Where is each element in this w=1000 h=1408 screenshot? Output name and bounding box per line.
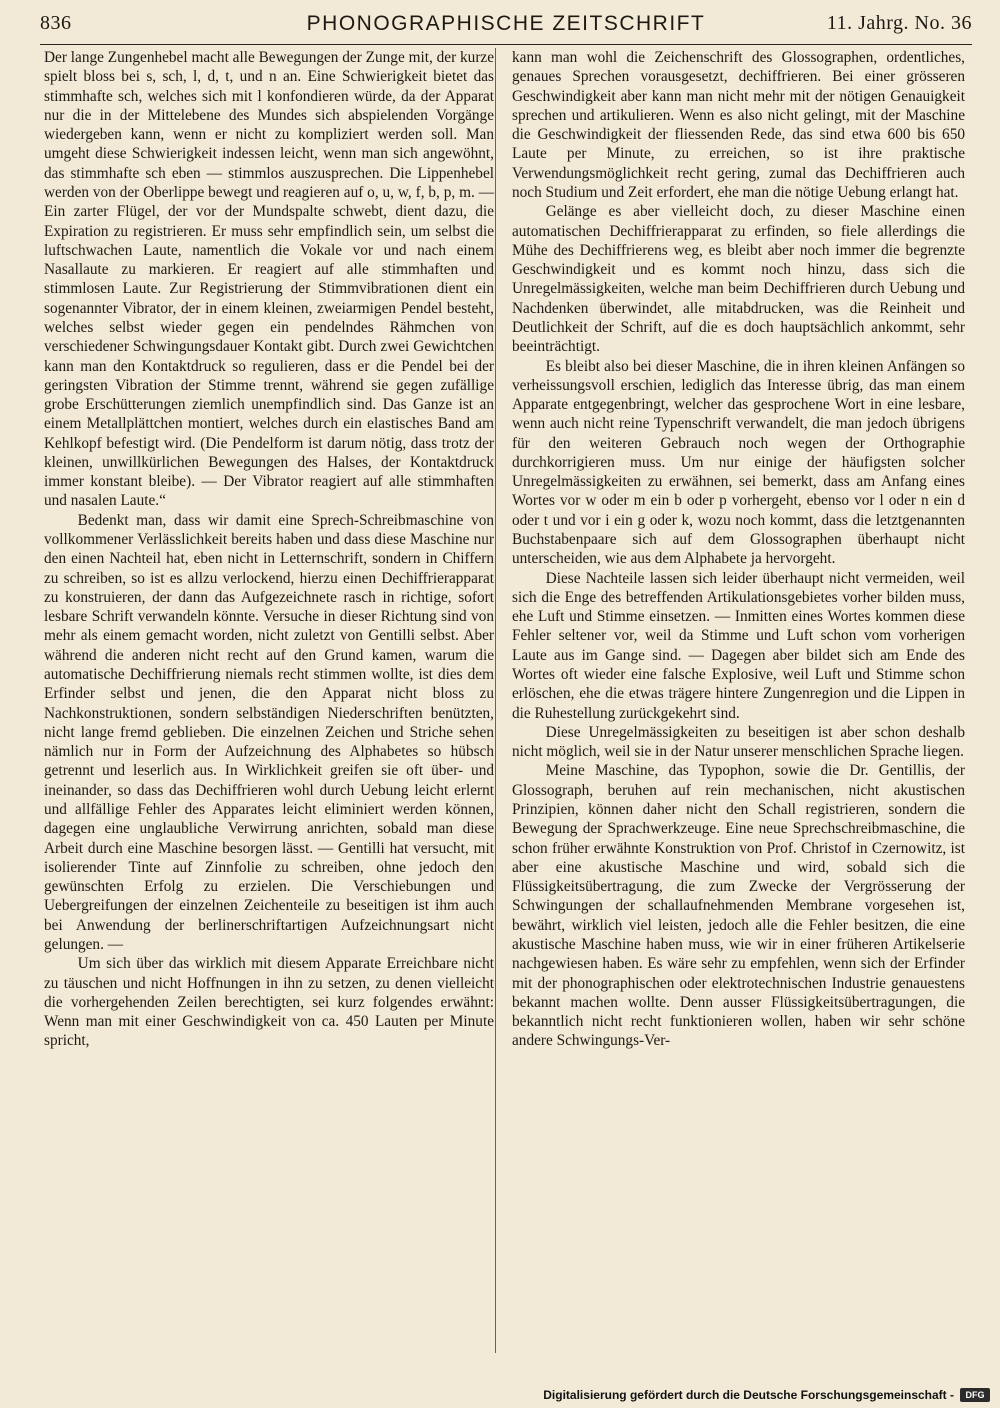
- paragraph: Diese Nachteile lassen sich leider überhaupt nicht vermeiden, weil sich die Enge des betreffenden Artikulationsgebietes vorher bilden muss, ehe Luft und Stimme einsetzen. — Inmitten eines Wortes kommen diese Fehler seltener vor, weil da Stimme und Luft schon vom vorherigen Laute aus im Gange sind. — Dagegen aber bildet sich am Ende des Wortes oft wieder eine falsche Explosive, weil Luft und Stimme schon erlöschen, ehe die etwas trägere hintere Zungenregion und die Lippen in die Ruhestellung zurückgekehrt sind.: [512, 569, 965, 722]
- right-column: [512, 48, 965, 1051]
- paragraph: Diese Unregelmässigkeiten zu beseitigen ist aber schon deshalb nicht möglich, weil sie in der Natur unserer menschlichen Sprache liegen.: [512, 723, 965, 761]
- page-header: [40, 12, 972, 42]
- paragraph: Es bleibt also bei dieser Maschine, die in ihren kleinen Anfängen so verheissungsvoll erschien, lediglich das Interesse übrig, das man einem Apparate entgegenbringt, welcher das gesprochene Wort in eine lesbare, wenn auch nicht reine Typenschrift verwandelt, die man jedoch übrigens für den weiteren Gebrauch noch wegen der Orthographie durchkorrigieren muss. Um nur einige der häufigsten solcher Unregelmässigkeiten zu erwähnen, sei bemerkt, dass am Anfang eines Wortes vor w oder m ein b oder p vorhergeht, ebenso vor l oder n ein d oder t und vor i ein g oder k, wozu noch kommt, dass die letztgenannten Buchstabenpaare sich auf dem Glossographen überhaupt nicht unterscheiden, wie aus dem Alphabete ja hervorgeht.: [512, 357, 965, 568]
- paragraph: Meine Maschine, das Typophon, sowie die Dr. Gentillis, der Glossograph, beruhen auf rein mechanischen, nicht akustischen Prinzipien, können daher nicht den Schall registrieren, sondern die Bewegung der Sprachwerkzeuge. Eine neue Sprechschreibmaschine, die schon früher erwähnte Konstruktion von Prof. Christof in Czernowitz, ist aber eine akustische Maschine und wird, sobald sich die Flüssigkeitsübertragung, die zum Zwecke der Vergrösserung der Schwingungen der schallaufnehmenden Membrane vorgesehen ist, bewährt, wirklich viel leisten, jedoch alle die Fehler besitzen, die eine akustische Maschine haben muss, wie wir in einer früheren Artikelserie nachgewiesen haben. Es wäre sehr zu empfehlen, wenn sich der Erfinder mit der phonographischen oder elektrotechnischen Industrie genauestens bekannt machen wollte. Denn ausser Flüssigkeitsübertragungen, die bekanntlich nicht recht funktionieren wollen, haben wir sehr schöne andere Schwingungs-Ver-: [512, 762, 965, 1050]
- journal-title: PHONOGRAPHISCHE ZEITSCHRIFT: [306, 12, 706, 35]
- paragraph: Um sich über das wirklich mit diesem Apparate Erreichbare nicht zu täuschen und nicht Hoffnungen in ihn zu setzen, zu denen vielleicht die vorhergehenden Zeilen berechtigten, sei kurz folgendes erwähnt: Wenn man mit einer Geschwindigkeit von ca. 450 Lauten per Minute spricht,: [44, 955, 494, 1050]
- header-rule: [40, 44, 972, 45]
- paragraph: kann man wohl die Zeichenschrift des Glossographen, ordentliches, genaues Sprechen vorausgesetzt, dechiffrieren. Bei einer grösseren Geschwindigkeit aber kann man nicht mehr mit der nötigen Genauigkeit sprechen und artikulieren. Wenn es also nicht gelingt, mit der Maschine die Geschwindigkeit der fliessenden Rede, das sind etwa 600 bis 650 Laute per Minute, zu erreichen, so ist ihre praktische Verwendungsmöglichkeit recht gering, zumal das Dechiffrieren auch noch Studium und Zeit erfordert, ehe man die nötige Uebung erlangt hat.: [512, 49, 965, 201]
- paragraph: Gelänge es aber vielleicht doch, zu dieser Maschine einen automatischen Dechiffrierapparat zu erfinden, so fiele allerdings die Mühe des Dechiffrierens weg, es bleibt aber noch immer die begrenzte Geschwindigkeit und es kommt noch hinzu, dass sich die Unregelmässigkeiten, welche man beim Dechiffrieren durch Uebung und Nachdenken überwindet, alle mitabdrucken, was die Reinheit und Deutlichkeit der Schrift, auf die es doch hauptsächlich ankommt, sehr beeinträchtigt.: [512, 203, 965, 356]
- funding-notice: [543, 1388, 990, 1402]
- paragraph: Der lange Zungenhebel macht alle Bewegungen der Zunge mit, der kurze spielt bloss bei s, sch, l, d, t, und n an. Eine Schwierigkeit bietet das stimmhafte sch, welches sich mit l konfondieren würde, da der Apparat nur die in der Mittelebene des Mundes sich abspielenden Vorgänge wiedergeben kann, wenn er nicht zu kompliziert werden soll. Man umgeht diese Schwierigkeit indessen leicht, wenn man sich angewöhnt, das stimmhafte sch eben — stimmlos auszusprechen. Die Lippenhebel werden von der Oberlippe bewegt und reagieren auf o, u, w, f, b, p, m. — Ein zarter Flügel, der vor der Mundspalte schwebt, dient dazu, die Expiration zu registrieren. Er muss sehr empfindlich sein, um selbst die luftschwachen Laute, namentlich die Vokale vor und nach einem Nasallaute zu markieren. Er reagiert auf alle stimmhaften und stimmlosen Laute. Zur Registrierung der Stimmvibrationen dient ein sogenannter Vibrator, der in einem kleinen, zweiarmigen Pendel besteht, welches selbst wieder gegen ein pendelndes Rähmchen von verschiedener Schwingungsdauer Kontakt gibt. Durch zwei Gewichtchen kann man den Kontaktdruck so regulieren, dass er die Pendel bei der geringsten Vibration der Stimme trennt, während sie gegen zufällige grobe Erschütterungen ziemlich unempfindlich sind. Das Ganze ist an einem Metallplättchen montiert, welches durch ein elastisches Band am Kehlkopf befestigt wird. (Die Pendelform ist darum nötig, dass trotz der kleinen, unwillkürlichen Bewegungen des Halses, der Kontaktdruck immer konstant bleibe). — Der Vibrator reagiert auf alle stimmhaften und nasalen Laute.“: [44, 49, 494, 510]
- paragraph: Bedenkt man, dass wir damit eine Sprech-Schreibmaschine von vollkommener Verlässlichkeit bereits haben und dass diese Maschine nur den einen Nachteil hat, eben nicht in Letternschrift, sondern in Chiffern zu schreiben, so ist es allzu verlockend, hierzu einen Dechiffrierapparat zu konstruieren, der dann das Aufgezeichnete rasch in richtige, sofort lesbare Schrift verwandeln könnte. Versuche in dieser Richtung sind von mehr als einem gemacht worden, nicht zuletzt von Gentilli selbst. Aber während die anderen nicht recht auf den Grund kamen, warum die automatische Dechiffrierung niemals recht stimmen wollte, ist dies dem Erfinder selbst und jenen, die den Apparat nicht bloss zu Nachkonstruktionen, sondern selbständigen Niederschriften benützten, nicht lange fremd geblieben. Die einzelnen Zeichen und Striche sehen nämlich nur in Form der Aufzeichnung des Alphabetes so hübsch getrennt und leserlich aus. In Wirklichkeit greifen sie oft über- und ineinander, so dass das Dechiffrieren wohl durch Uebung leicht erlernt und allfällige Fehler des Apparates leicht eliminiert werden können, dagegen eine unglaubliche Verwirrung anrichten, sobald man diese Arbeit durch eine Maschine besorgen lässt. — Gentilli hat versucht, mit isolierender Tinte auf Zinnfolie zu schreiben, ohne jedoch den gewünschten Erfolg zu erzielen. Die Verschiebungen und Uebergreifungen der einzelnen Zeichenteile zu beseitigen ist ihm auch bei Anwendung der berlinerschriftartigen Aufzeichnungsart nicht gelungen. —: [44, 511, 494, 953]
- page-number: 836: [40, 12, 72, 34]
- funding-text: Digitalisierung gefördert durch die Deutsche Forschungsgemeinschaft -: [543, 1388, 954, 1402]
- dfg-logo-icon: DFG: [960, 1388, 990, 1402]
- left-column: [44, 48, 494, 1051]
- column-divider: [495, 48, 496, 1353]
- page-footer: [0, 1368, 1000, 1408]
- issue-label: 11. Jahrg. No. 36: [826, 12, 972, 34]
